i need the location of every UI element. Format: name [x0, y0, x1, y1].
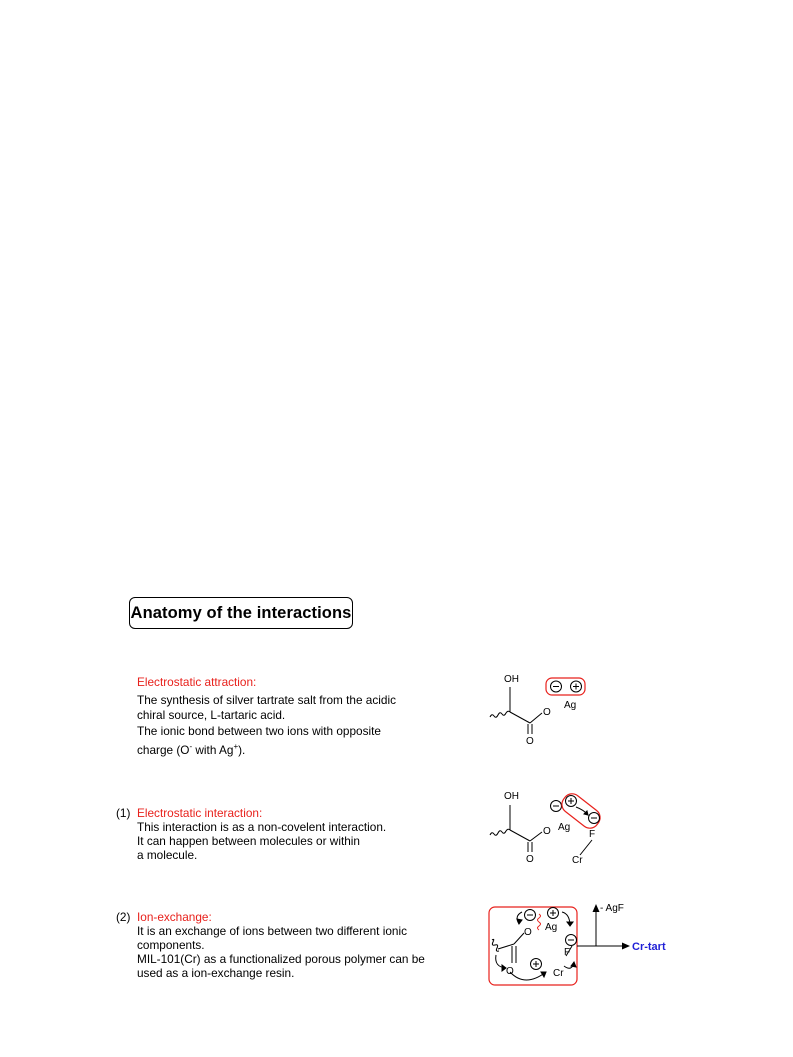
- charge-line: charge (O- with Ag+).: [137, 742, 246, 757]
- title-box: [129, 597, 353, 629]
- section-line: chiral source, L-tartaric acid.: [137, 708, 286, 722]
- section-line: It can happen between molecules or within: [137, 834, 360, 848]
- section-line: a molecule.: [137, 848, 198, 862]
- atom-label: OH: [504, 791, 519, 802]
- wavy-bond: [490, 711, 510, 717]
- wavy-bond: [492, 939, 499, 951]
- section-ion-exchange: [137, 910, 425, 980]
- arrow-head: [622, 943, 630, 950]
- section-line: components.: [137, 938, 205, 952]
- byproduct-label: - AgF: [600, 903, 624, 914]
- bond: [514, 933, 524, 944]
- atom-label: O: [543, 707, 551, 718]
- charge-box: [546, 678, 585, 695]
- product-label: Cr-tart: [632, 941, 666, 953]
- section-line: The ionic bond between two ions with opposite: [137, 723, 381, 738]
- bond: [580, 840, 592, 855]
- atom-label: Ag: [545, 922, 558, 933]
- atom-label: Cr: [553, 968, 564, 979]
- ionic-bond-wavy: [538, 914, 541, 930]
- section-number: (2): [116, 910, 131, 924]
- section-heading: Electrostatic interaction:: [137, 806, 263, 820]
- section-electrostatic-attraction: [137, 675, 396, 758]
- ion-exchange-structure: [486, 900, 666, 990]
- section-heading: Ion-exchange:: [137, 910, 212, 924]
- section-line: The synthesis of silver tartrate salt from the acidic: [137, 692, 396, 707]
- atom-label: O: [526, 854, 534, 865]
- atom-label: O: [524, 927, 532, 938]
- electron-arrow: [496, 955, 506, 968]
- page-title: Anatomy of the interactions: [130, 603, 352, 622]
- section-heading: Electrostatic attraction:: [137, 675, 257, 689]
- atom-label: Ag: [564, 700, 577, 711]
- silver-tartrate-structure: [480, 668, 610, 750]
- ion-exchange-box: [489, 907, 577, 985]
- section-line: used as a ion-exchange resin.: [137, 966, 295, 980]
- atom-label: F: [589, 829, 596, 840]
- atom-label: Ag: [558, 822, 571, 833]
- section-line: This interaction is as a non-covelent interaction.: [137, 820, 387, 834]
- wavy-bond: [490, 829, 510, 835]
- atom-label: O: [543, 826, 551, 837]
- atom-label: F: [564, 947, 571, 958]
- atom-label: O: [526, 736, 534, 747]
- section-line: MIL-101(Cr) as a functionalized porous polymer can be: [137, 952, 425, 966]
- bond: [530, 832, 542, 841]
- atom-label: O: [506, 966, 514, 977]
- section-electrostatic-interaction: [137, 806, 386, 862]
- arrow-head: [593, 904, 600, 912]
- bond: [510, 712, 530, 723]
- bond: [510, 830, 530, 841]
- electron-arrow: [510, 972, 546, 980]
- electrostatic-interaction-structure: [480, 785, 620, 865]
- atom-label: Cr: [572, 855, 583, 866]
- section-line: It is an exchange of ions between two different ionic: [137, 924, 407, 938]
- bond: [530, 713, 542, 723]
- atom-label: OH: [504, 674, 519, 685]
- section-number: (1): [116, 806, 131, 820]
